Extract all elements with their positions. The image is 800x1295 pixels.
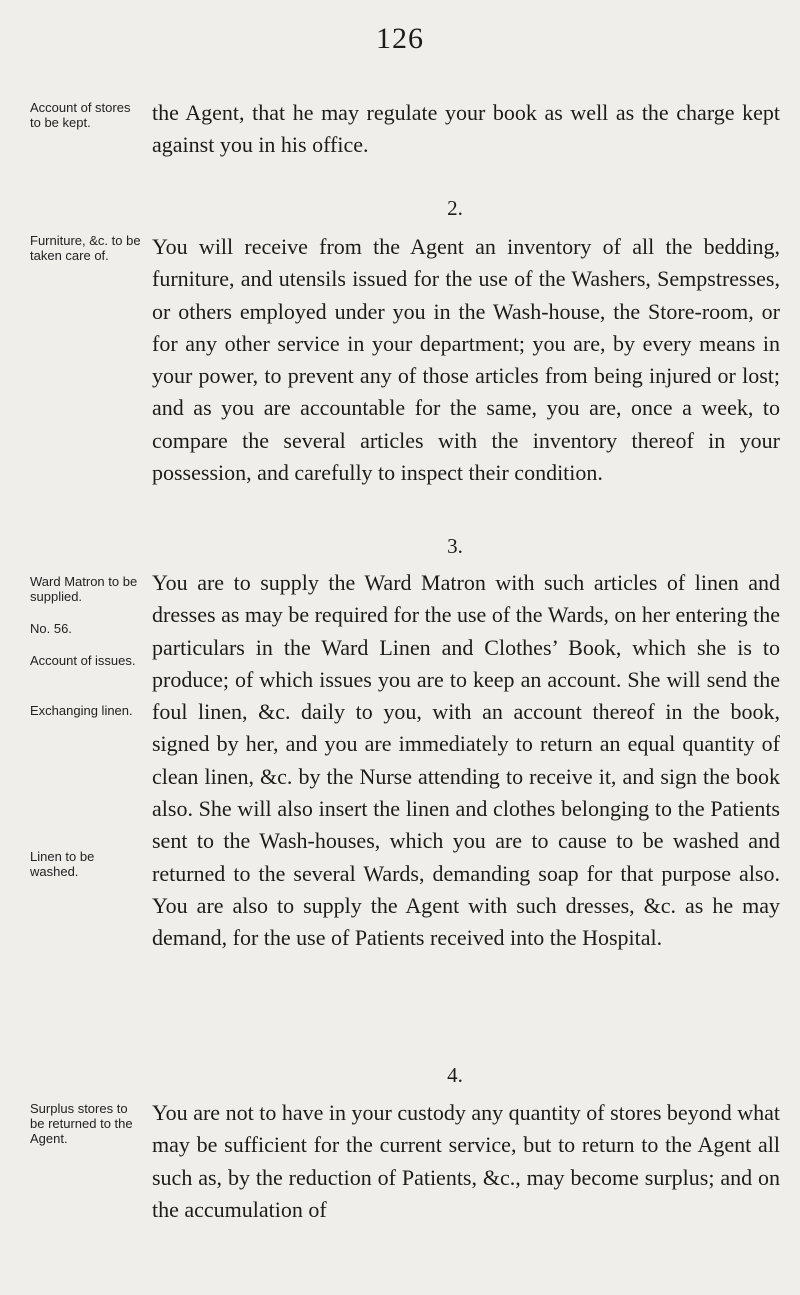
paragraph-1: the Agent, that he may regulate your book as well as the charge kept against you in his office. <box>152 100 780 158</box>
margin-note-ward-matron: Ward Matron to be supplied. <box>30 574 138 604</box>
margin-note-surplus-stores: Surplus stores to be returned to the Agent. <box>30 1101 133 1146</box>
margin-note-exchanging-linen: Exchanging linen. <box>30 703 133 718</box>
section-number-3: 3. <box>447 534 463 558</box>
page-number: 126 <box>376 22 424 55</box>
margin-note-no-56: No. 56. <box>30 621 72 636</box>
margin-note-account-of-issues: Account of issues. <box>30 653 136 668</box>
margin-note-linen-to-be-washed: Linen to be washed. <box>30 849 95 879</box>
section-number-4: 4. <box>447 1063 463 1087</box>
paragraph-3: You are to supply the Ward Matron with such articles of linen and dresses as may be required for the use of the Wards, on her entering the particulars in the Ward Linen and Clothes’ Book, which she is to produce; of which issues you are to keep an account. She will send the foul linen, &c. daily to you, with an account thereof in the book, signed by her, and you are immediately to return an equal quantity of clean linen, &c. by the Nurse attending to receive it, and sign the book also. She will also insert the linen and clothes belonging to the Patients sent to the Wash-houses, which you are to cause to be washed and returned to the several Wards, demanding soap for that purpose also. You are also to supply the Agent with such dresses, &c. as he may demand, for the use of Patients received into the Hospital. <box>152 570 780 951</box>
section-number-2: 2. <box>447 196 463 220</box>
margin-note-furniture: Furniture, &c. to be taken care of. <box>30 233 141 263</box>
paragraph-4: You are not to have in your custody any quantity of stores beyond what may be sufficient for the current service, but to return to the Agent all such as, by the reduction of Patients, &c., may become surplus; and on the accumulation of <box>152 1100 780 1222</box>
margin-note-account-of-stores: Account of stores to be kept. <box>30 100 131 130</box>
paragraph-2: You will receive from the Agent an inventory of all the bedding, furniture, and utensils issued for the use of the Washers, Sempstresses, or others employed under you in the Wash-house, the Store-room, or for any other service in your department; you are, by every means in your power, to prevent any of those articles from being injured or lost; and as you are accountable for the same, you are, once a week, to compare the several articles with the inventory thereof in your possession, and carefully to inspect their condition. <box>152 234 780 486</box>
